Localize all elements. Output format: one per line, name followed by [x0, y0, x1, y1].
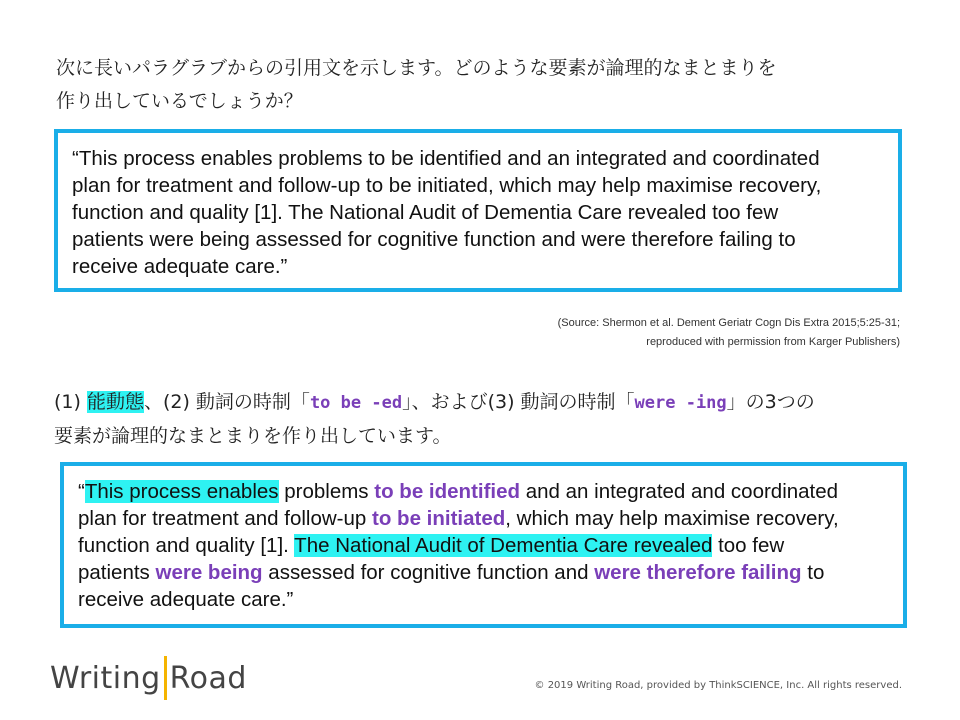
source-line-1: (Source: Shermon et al. Dement Geriatr Cogn Dis Extra 2015;5:25-31; [557, 317, 900, 329]
annotated-line-4 [78, 559, 889, 586]
quote-text: , which may help maximise recovery, [505, 507, 839, 530]
logo-text-left: Writing [50, 660, 161, 696]
answer-line-2: 要素が論理的なまとまりを作り出しています。 [54, 425, 452, 447]
quote-text: patients [78, 561, 156, 584]
quote-line: receive adequate care.” [72, 255, 288, 278]
quote-line: plan for treatment and follow-up to be initiated, which may help maximise recovery, [72, 174, 822, 197]
quote-text: too few [712, 534, 785, 557]
question-text [56, 52, 916, 118]
quote-text: function and quality [1]. [78, 534, 295, 557]
active-voice-highlight: The National Audit of Dementia Care revealed [294, 534, 713, 557]
answer-text [54, 386, 924, 453]
annotated-line-2 [78, 505, 889, 532]
quote-line: “This process enables problems to be identified and an integrated and coordinated [72, 147, 820, 170]
writing-road-logo [50, 656, 247, 700]
quote-text: assessed for cognitive function and [262, 561, 595, 584]
logo-bar-icon [164, 656, 167, 700]
quote-text: “ [78, 480, 85, 503]
answer-line-1 [54, 386, 924, 420]
source-line-2: reproduced with permission from Karger Publishers) [646, 336, 900, 348]
copyright-notice: © 2019 Writing Road, provided by ThinkSCIENCE, Inc. All rights reserved. [534, 680, 902, 691]
answer-text-part: 」、および(3) 動詞の時制「 [402, 391, 635, 413]
answer-text-part: 、(2) 動詞の時制「 [143, 391, 310, 413]
tense-code-1: to be -ed [309, 393, 403, 413]
logo-text-right: Road [169, 660, 247, 696]
annotated-line-5: receive adequate care.” [78, 588, 294, 611]
answer-text-part: 」の3つの [726, 391, 815, 413]
quote-text: problems [278, 480, 375, 503]
question-line-1: 次に長いパラグラブからの引用文を示します。どのような要素が論理的なまとまりを [56, 57, 777, 79]
tense-code-2: were -ing [634, 393, 727, 413]
quote-box-plain [54, 129, 902, 292]
active-voice-highlight: 能動態 [86, 391, 144, 413]
quote-box-annotated [60, 462, 907, 628]
quote-line: function and quality [1]. The National Audit of Dementia Care revealed too few [72, 201, 779, 224]
tense-highlight: to be initiated [372, 507, 506, 530]
annotated-line-1 [78, 478, 889, 505]
active-voice-highlight: This process enables [84, 480, 279, 503]
tense-highlight: were therefore failing [594, 561, 802, 584]
quote-text: to [801, 561, 825, 584]
source-citation [558, 314, 900, 352]
quote-text: and an integrated and coordinated [520, 480, 839, 503]
annotated-line-3 [78, 532, 889, 559]
quote-text: plan for treatment and follow-up [78, 507, 372, 530]
tense-highlight: to be identified [374, 480, 521, 503]
question-line-2: 作り出しているでしょうか？ [56, 90, 303, 112]
answer-text-part: (1) [54, 391, 87, 413]
quote-line: patients were being assessed for cognitive function and were therefore failing to [72, 228, 796, 251]
tense-highlight: were being [155, 561, 263, 584]
